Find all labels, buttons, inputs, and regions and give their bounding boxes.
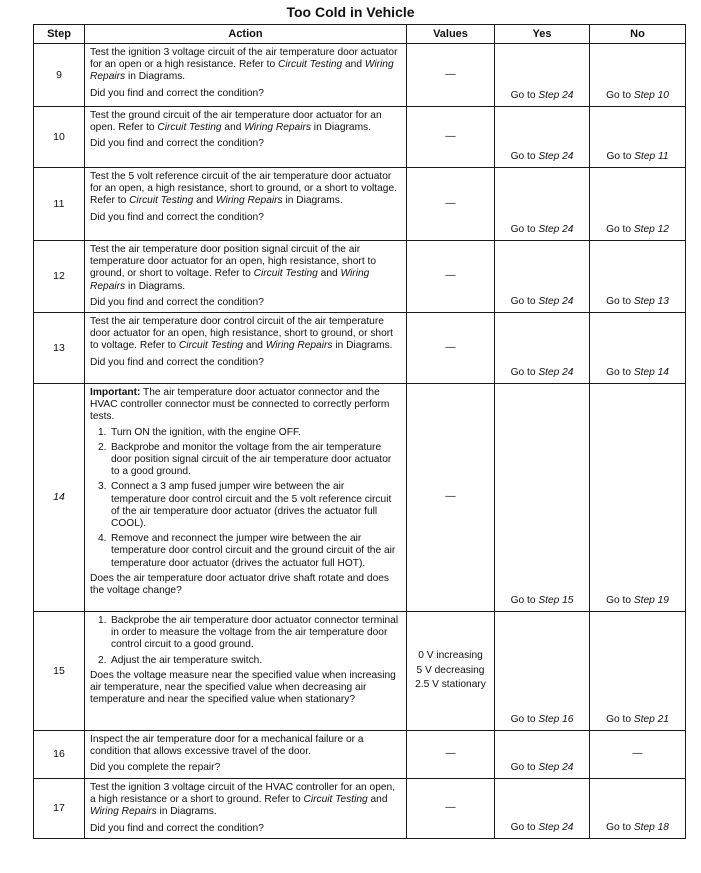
substep-item: [90, 442, 402, 479]
values-cell: —: [407, 168, 495, 241]
important-label: Important:: [90, 387, 141, 399]
no-cell: [590, 241, 686, 313]
action-text: [90, 782, 402, 819]
action-text-part: in Diagrams.: [156, 806, 217, 818]
important-note: [90, 387, 402, 424]
yes-cell: [495, 44, 590, 107]
value-item: 5 V decreasing: [416, 664, 485, 676]
column-header-values: Values: [407, 25, 495, 44]
reference-circuit-testing: Circuit Testing: [278, 59, 343, 71]
table-row: [34, 107, 686, 168]
reference-circuit-testing: Circuit Testing: [253, 268, 318, 280]
goto-step-link: Step 24: [538, 150, 574, 162]
reference-circuit-testing: Circuit Testing: [303, 794, 368, 806]
step-number: 15: [34, 612, 85, 731]
reference-wiring-repairs: Wiring Repairs: [244, 122, 311, 134]
no-cell: [590, 384, 686, 612]
goto-step-link: Step 16: [538, 713, 574, 725]
goto-step-link: Step 15: [538, 594, 574, 606]
substep-number: 2.: [98, 654, 107, 666]
substep-item: [90, 615, 402, 652]
table-row: [34, 313, 686, 384]
action-cell: [85, 731, 407, 779]
goto-label: Go to: [510, 295, 539, 307]
document-title: Too Cold in Vehicle: [286, 4, 415, 20]
action-text-part: and: [243, 340, 266, 352]
action-question: Did you find and correct the condition?: [90, 211, 264, 223]
goto-step-link: Step 24: [538, 761, 574, 773]
goto-label: Go to: [510, 713, 539, 725]
yes-cell: [495, 384, 590, 612]
reference-wiring-repairs: Wiring Repairs: [215, 195, 283, 207]
column-header-step: Step: [34, 25, 85, 44]
substep-number: 2.: [98, 441, 107, 453]
action-text-part: in Diagrams.: [310, 122, 371, 134]
action-text-part: in Diagrams.: [125, 280, 186, 292]
table-row: [34, 168, 686, 241]
reference-circuit-testing: Circuit Testing: [129, 195, 194, 207]
goto-step-link: Step 24: [538, 295, 574, 307]
step-number: 14: [34, 384, 85, 612]
action-text-part: Test the ground circuit of the air temperature door actuator for an open. Refer to: [90, 110, 382, 134]
yes-cell: [495, 731, 590, 779]
yes-cell: [495, 107, 590, 168]
action-text-part: and: [221, 122, 245, 134]
substep-text: Backprobe the air temperature door actuator connector terminal in order to measure the voltage from the air temperature door control circuit to a good ground.: [111, 615, 399, 651]
no-cell: [590, 313, 686, 384]
values-cell: —: [407, 384, 495, 612]
goto-label: Go to: [510, 150, 539, 162]
action-question: Did you find and correct the condition?: [90, 138, 264, 150]
goto-step-link: Step 24: [538, 89, 574, 101]
action-question: Does the voltage measure near the specified value when increasing air temperature, near the specified value when decreasing air temperature and near the specified value when stationary?: [90, 669, 396, 706]
values-cell: —: [407, 779, 495, 839]
action-cell: [85, 44, 407, 107]
goto-label: Go to: [606, 295, 634, 307]
goto-step-link: Step 13: [633, 295, 669, 307]
reference-wiring-repairs: Wiring Repairs: [90, 806, 157, 818]
action-cell: [85, 107, 407, 168]
step-number: 10: [34, 107, 85, 168]
action-text-part: and: [342, 59, 365, 71]
action-text-part: Test the ignition 3 voltage circuit of the HVAC controller for an open, a high resistance or a short to ground. Refer to: [90, 782, 396, 806]
substep-text: Connect a 3 amp fused jumper wire between the air temperature door control circuit and the 5 volt reference circuit of the air temperature door actuator (drives the actuator full COOL).: [111, 481, 392, 530]
action-question: Did you find and correct the condition?: [90, 296, 264, 308]
important-text: The air temperature door actuator connector and the HVAC controller connector must be connected to correctly perform tests.: [90, 387, 390, 423]
reference-wiring-repairs: Wiring Repairs: [90, 268, 370, 292]
value-item: 2.5 V stationary: [415, 679, 486, 691]
step-number: 17: [34, 779, 85, 839]
yes-cell: [495, 612, 590, 731]
action-question: Did you find and correct the condition?: [90, 87, 264, 99]
step-number: 9: [34, 44, 85, 107]
no-cell: [590, 168, 686, 241]
substep-text: Remove and reconnect the jumper wire between the air temperature door control circuit and the ground circuit of the air temperature door actuator (drives the actuator full HOT).: [111, 533, 396, 569]
action-text-part: Test the air temperature door position signal circuit of the air temperature door actuator for an open, high resistance, short to ground, or short to voltage. Refer to: [90, 244, 376, 280]
yes-cell: [495, 779, 590, 839]
reference-circuit-testing: Circuit Testing: [178, 340, 244, 352]
goto-label: Go to: [606, 713, 634, 725]
action-text-part: Test the 5 volt reference circuit of the air temperature door actuator for an open, a high resistance, short to ground, or a short to voltage. Refer to: [90, 171, 397, 207]
table-row: [34, 384, 686, 612]
table-row: [34, 731, 686, 779]
goto-step-link: Step 21: [633, 713, 669, 725]
substep-number: 1.: [98, 426, 107, 438]
substep-number: 3.: [98, 481, 107, 493]
action-cell: [85, 168, 407, 241]
column-header-no: No: [590, 25, 686, 44]
values-cell: [407, 612, 495, 731]
goto-label: Go to: [606, 223, 634, 235]
reference-circuit-testing: Circuit Testing: [157, 122, 222, 134]
action-text: [90, 316, 402, 353]
column-header-action: Action: [85, 25, 407, 44]
substep-text: Adjust the air temperature switch.: [111, 654, 263, 666]
substep-item: [90, 655, 402, 667]
goto-step-link: Step 24: [538, 366, 574, 378]
goto-step-link: Step 24: [538, 821, 574, 833]
step-number: 12: [34, 241, 85, 313]
substep-item: [90, 427, 402, 439]
action-text-part: and: [193, 195, 216, 207]
action-cell: [85, 612, 407, 731]
action-question: Did you complete the repair?: [90, 762, 221, 774]
action-text-part: Test the air temperature door control circuit of the air temperature door actuator for an open, high resistance, short to ground, or short to voltage. Refer to: [90, 316, 393, 352]
table-row: [34, 44, 686, 107]
action-text: Inspect the air temperature door for a mechanical failure or a condition that allows excessive travel of the door.: [90, 734, 364, 758]
goto-label: Go to: [510, 594, 539, 606]
action-cell: [85, 313, 407, 384]
step-number: 13: [34, 313, 85, 384]
substep-number: 1.: [98, 615, 107, 627]
action-text-part: in Diagrams.: [282, 195, 343, 207]
values-cell: —: [407, 313, 495, 384]
values-cell: —: [407, 44, 495, 107]
action-cell: [85, 779, 407, 839]
goto-label: Go to: [606, 821, 634, 833]
goto-step-link: Step 10: [633, 89, 669, 101]
values-cell: —: [407, 731, 495, 779]
table-row: [34, 241, 686, 313]
substep-text: Backprobe and monitor the voltage from the air temperature door position signal circuit of the air temperature door actuator to a good ground.: [111, 441, 392, 478]
action-text-part: and: [367, 794, 388, 806]
action-cell: [85, 384, 407, 612]
goto-label: Go to: [510, 761, 539, 773]
values-cell: —: [407, 107, 495, 168]
goto-label: Go to: [510, 366, 539, 378]
column-header-yes: Yes: [495, 25, 590, 44]
reference-wiring-repairs: Wiring Repairs: [90, 59, 394, 83]
substep-list: [90, 615, 402, 667]
goto-step-link: Step 14: [633, 366, 669, 378]
action-question: Did you find and correct the condition?: [90, 356, 264, 368]
substep-number: 4.: [98, 533, 107, 545]
action-text: [90, 47, 402, 84]
goto-step-link: Step 19: [633, 594, 669, 606]
goto-label: Go to: [510, 821, 539, 833]
action-text: [90, 110, 402, 134]
value-item: 0 V increasing: [418, 650, 483, 662]
no-cell: [590, 107, 686, 168]
diagnostic-table: [33, 24, 686, 839]
yes-cell: [495, 168, 590, 241]
goto-step-link: Step 11: [634, 150, 669, 162]
action-question: Does the air temperature door actuator drive shaft rotate and does the voltage change?: [90, 572, 390, 597]
values-cell: —: [407, 241, 495, 313]
action-cell: [85, 241, 407, 313]
table-header-row: [34, 25, 686, 44]
no-cell: [590, 779, 686, 839]
action-text-part: in Diagrams.: [332, 340, 393, 352]
step-number: 16: [34, 731, 85, 779]
table-row: [34, 779, 686, 839]
no-cell: —: [590, 731, 686, 779]
goto-step-link: Step 18: [633, 821, 669, 833]
action-text-part: and: [317, 268, 341, 280]
no-cell: [590, 44, 686, 107]
action-question: Did you find and correct the condition?: [90, 822, 264, 834]
substep-item: [90, 533, 402, 570]
goto-label: Go to: [510, 223, 539, 235]
goto-step-link: Step 12: [633, 223, 669, 235]
goto-label: Go to: [606, 594, 634, 606]
yes-cell: [495, 241, 590, 313]
action-text-part: Test the ignition 3 voltage circuit of the air temperature door actuator for an open or a high resistance. Refer to: [90, 47, 398, 71]
action-text: [90, 171, 402, 208]
step-number: 11: [34, 168, 85, 241]
reference-wiring-repairs: Wiring Repairs: [265, 340, 333, 352]
goto-step-link: Step 24: [538, 223, 574, 235]
action-text-part: in Diagrams.: [125, 71, 186, 83]
goto-label: Go to: [510, 89, 539, 101]
action-text: [90, 244, 402, 293]
substep-list: [90, 427, 402, 570]
goto-label: Go to: [606, 366, 634, 378]
substep-text: Turn ON the ignition, with the engine OFF.: [111, 426, 301, 438]
table-row: [34, 612, 686, 731]
goto-label: Go to: [606, 150, 635, 162]
no-cell: [590, 612, 686, 731]
goto-label: Go to: [606, 89, 634, 101]
yes-cell: [495, 313, 590, 384]
substep-item: [90, 481, 402, 530]
